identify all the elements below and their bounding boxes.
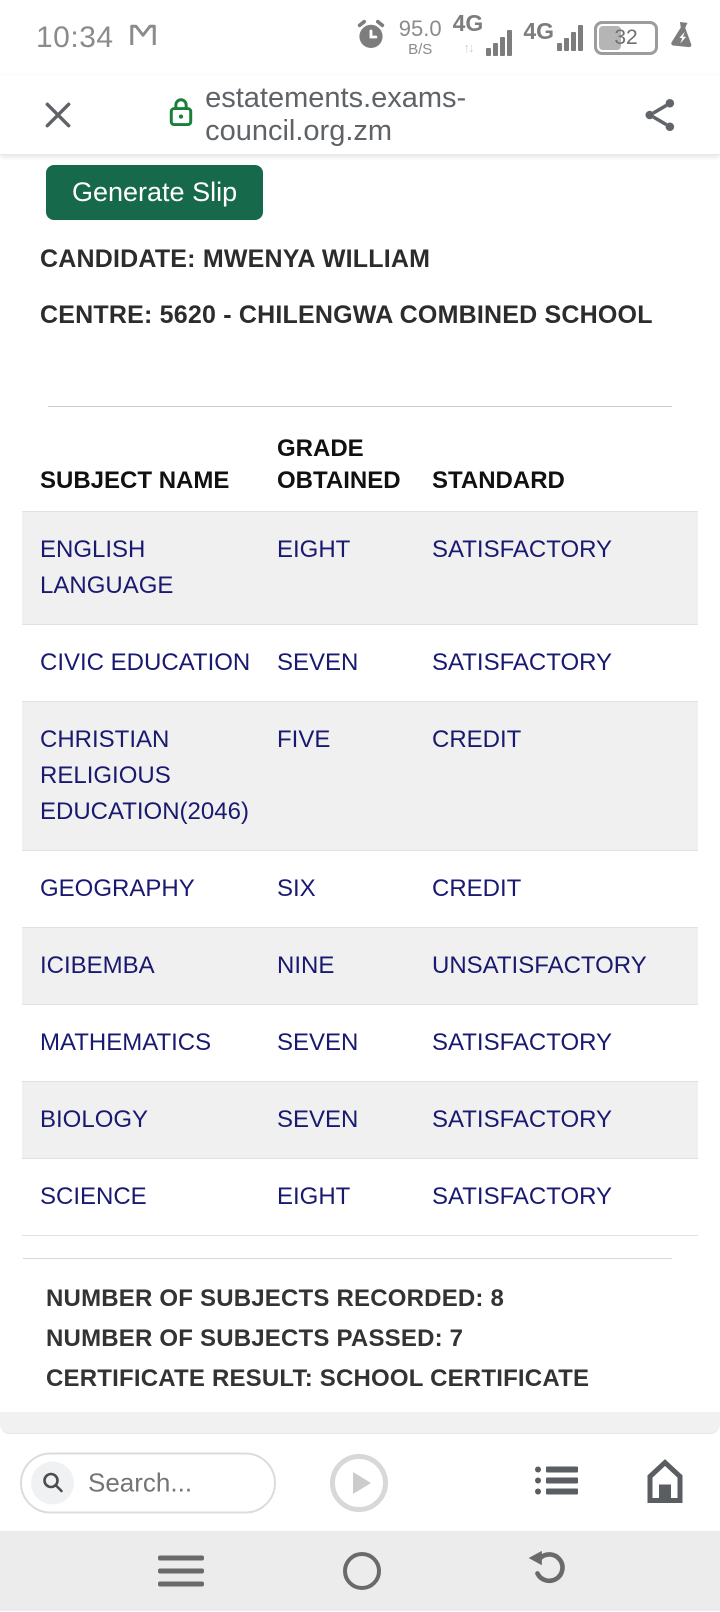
play-icon[interactable]: [330, 1454, 388, 1512]
standard-cell: CREDIT: [432, 875, 522, 902]
signal-bars-icon: [486, 30, 512, 56]
list-icon[interactable]: [534, 1460, 580, 1505]
page-bottom-edge: [0, 1412, 720, 1434]
standard-cell: SATISFACTORY: [432, 536, 613, 563]
header-grade-obtained: GRADE OBTAINED: [277, 435, 401, 494]
certificate-result-line: CERTIFICATE RESULT: SCHOOL CERTIFICATE: [46, 1365, 590, 1392]
back-icon[interactable]: [527, 1547, 571, 1596]
home-circle-icon[interactable]: [343, 1552, 381, 1590]
results-table: [0, 433, 720, 1236]
data-activity-arrows-icon: ↑↓: [463, 39, 473, 55]
grade-cell: SEVEN: [277, 1029, 359, 1056]
subject-cell: ICIBEMBA: [40, 952, 155, 979]
centre-line: CENTRE: 5620 - CHILENGWA COMBINED SCHOOL: [40, 301, 653, 329]
grade-cell: SEVEN: [277, 649, 359, 676]
results-summary: [46, 1279, 720, 1399]
search-bar[interactable]: [20, 1452, 276, 1513]
sim2-signal: 4G: [523, 25, 583, 51]
status-bar: [0, 0, 720, 75]
android-nav-bar: [0, 1531, 720, 1611]
table-row: [22, 1082, 698, 1159]
subject-cell: GEOGRAPHY: [40, 875, 195, 902]
network-speed-indicator: 95.0 B/S: [398, 16, 442, 58]
grade-cell: EIGHT: [277, 1183, 351, 1210]
url-text[interactable]: estatements.exams-council.org.zm: [205, 81, 467, 147]
signal-bars-icon: [557, 25, 583, 51]
browser-url-bar: [0, 75, 720, 155]
gmail-m-icon: [128, 21, 158, 54]
share-icon[interactable]: [641, 95, 680, 135]
table-row: [22, 851, 698, 928]
table-row: [22, 1159, 698, 1236]
header-standard: STANDARD: [432, 467, 565, 494]
table-row: [22, 1005, 698, 1082]
search-input[interactable]: [88, 1467, 253, 1498]
generate-slip-button[interactable]: Generate Slip: [46, 165, 263, 220]
standard-cell: SATISFACTORY: [432, 1183, 613, 1210]
web-page-content: [0, 155, 720, 1412]
subject-cell: BIOLOGY: [40, 1106, 149, 1133]
clock-text: 10:34: [36, 20, 114, 54]
lock-icon[interactable]: [167, 96, 195, 133]
battery-indicator: [594, 21, 655, 55]
grade-cell: SIX: [277, 875, 316, 902]
grade-cell: FIVE: [277, 726, 331, 753]
divider: [23, 1258, 672, 1259]
power-save-flask-icon: [664, 17, 700, 57]
results-table-body: [0, 511, 720, 1236]
divider: [48, 406, 672, 407]
subject-cell: ENGLISH LANGUAGE: [40, 536, 174, 599]
close-icon[interactable]: [40, 97, 75, 133]
subjects-recorded-line: NUMBER OF SUBJECTS RECORDED: 8: [46, 1285, 505, 1312]
table-row: [22, 702, 698, 851]
standard-cell: CREDIT: [432, 726, 522, 753]
table-row: [22, 511, 698, 625]
battery-percent: 32: [614, 25, 638, 49]
candidate-name-line: CANDIDATE: MWENYA WILLIAM: [40, 245, 431, 273]
grade-cell: EIGHT: [277, 536, 351, 563]
menu-icon[interactable]: [158, 1556, 204, 1587]
standard-cell: SATISFACTORY: [432, 649, 613, 676]
grade-cell: NINE: [277, 952, 335, 979]
table-row: [22, 928, 698, 1005]
standard-cell: SATISFACTORY: [432, 1106, 613, 1133]
standard-cell: SATISFACTORY: [432, 1029, 613, 1056]
sim1-signal: 4G ↑↓: [453, 20, 513, 56]
home-icon[interactable]: [641, 1456, 689, 1509]
subjects-passed-line: NUMBER OF SUBJECTS PASSED: 7: [46, 1325, 464, 1352]
results-table-header: [22, 433, 698, 511]
table-row: [22, 625, 698, 702]
subject-cell: CIVIC EDUCATION: [40, 649, 251, 676]
battery-icon: [594, 21, 658, 55]
alarm-clock-icon: [354, 18, 388, 57]
subject-cell: MATHEMATICS: [40, 1029, 212, 1056]
subject-cell: CHRISTIAN RELIGIOUS EDUCATION(2046): [40, 726, 249, 825]
header-subject-name: SUBJECT NAME: [40, 467, 230, 494]
grade-cell: SEVEN: [277, 1106, 359, 1133]
browser-toolbar: [0, 1434, 720, 1531]
search-icon: [31, 1461, 74, 1504]
standard-cell: UNSATISFACTORY: [432, 952, 647, 979]
subject-cell: SCIENCE: [40, 1183, 147, 1210]
